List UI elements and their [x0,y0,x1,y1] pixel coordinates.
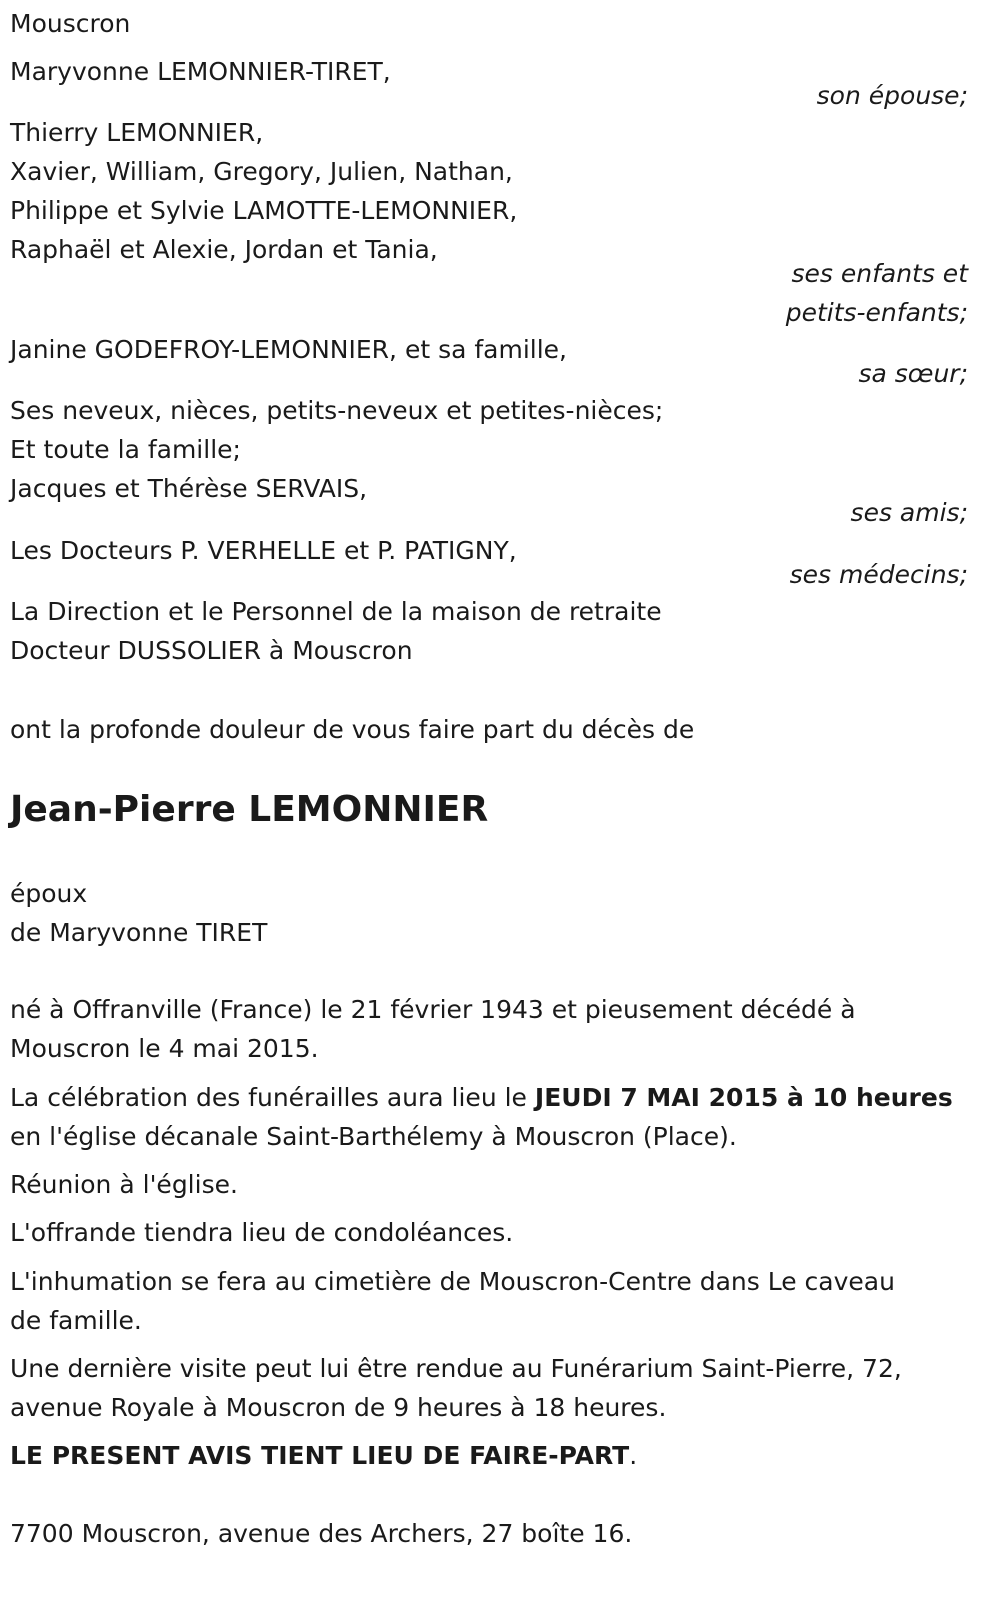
child-line-1: Thierry LEMONNIER, [10,118,264,147]
sister-role: sa sœur; [858,359,968,388]
retirement-home-line-2: Docteur DUSSOLIER à Mouscron [10,636,413,665]
deceased-name: Jean-Pierre LEMONNIER [10,789,489,830]
meeting-text: Réunion à l'église. [10,1170,238,1199]
children-role-1: ses enfants et [791,259,968,288]
retirement-home-line-1: La Direction et le Personnel de la maison de retraite [10,597,662,626]
announcement-text: ont la profonde douleur de vous faire part du décès de [10,715,695,744]
relation-line-1: époux [10,879,88,908]
relatives-line-1: Ses neveux, nièces, petits-neveux et petites-nièces; [10,396,664,425]
city-heading: Mouscron [10,9,131,38]
notice-text: LE PRESENT AVIS TIENT LIEU DE FAIRE-PART [10,1441,630,1470]
notice-period: . [629,1441,638,1470]
visit-line-2: avenue Royale à Mouscron de 9 heures à 18 heures. [10,1393,667,1422]
friends-role: ses amis; [850,498,968,527]
visit-line-1: Une dernière visite peut lui être rendue au Funérarium Saint-Pierre, 72, [10,1354,902,1383]
funeral-prefix: La célébration des funérailles aura lieu le [10,1083,535,1112]
burial-line-2: de famille. [10,1306,142,1335]
children-role-2: petits-enfants; [785,298,968,327]
relation-line-2: de Maryvonne TIRET [10,918,268,947]
doctors-role: ses médecins; [789,560,968,589]
spouse-name: Maryvonne LEMONNIER-TIRET, [10,57,391,86]
doctors-name: Les Docteurs P. VERHELLE et P. PATIGNY, [10,536,517,565]
child-line-4: Raphaël et Alexie, Jordan et Tania, [10,235,438,264]
spouse-role: son épouse; [816,81,968,110]
funeral-place: en l'église décanale Saint-Barthélemy à Mouscron (Place). [10,1122,737,1151]
burial-line-1: L'inhumation se fera au cimetière de Mouscron-Centre dans Le caveau [10,1267,895,1296]
funeral-line-1 [10,1078,953,1118]
friends-name: Jacques et Thérèse SERVAIS, [10,474,368,503]
sister-name: Janine GODEFROY-LEMONNIER, et sa famille, [10,335,568,364]
birth-death-line-2: Mouscron le 4 mai 2015. [10,1034,319,1063]
funeral-date: JEUDI 7 MAI 2015 à 10 heures [534,1083,953,1112]
address-text: 7700 Mouscron, avenue des Archers, 27 boîte 16. [10,1519,633,1548]
birth-death-line-1: né à Offranville (France) le 21 février 1943 et pieusement décédé à [10,995,856,1024]
relatives-line-2: Et toute la famille; [10,435,241,464]
offering-text: L'offrande tiendra lieu de condoléances. [10,1218,514,1247]
child-line-3: Philippe et Sylvie LAMOTTE-LEMONNIER, [10,196,518,225]
child-line-2: Xavier, William, Gregory, Julien, Nathan, [10,157,513,186]
notice-line [10,1436,637,1476]
